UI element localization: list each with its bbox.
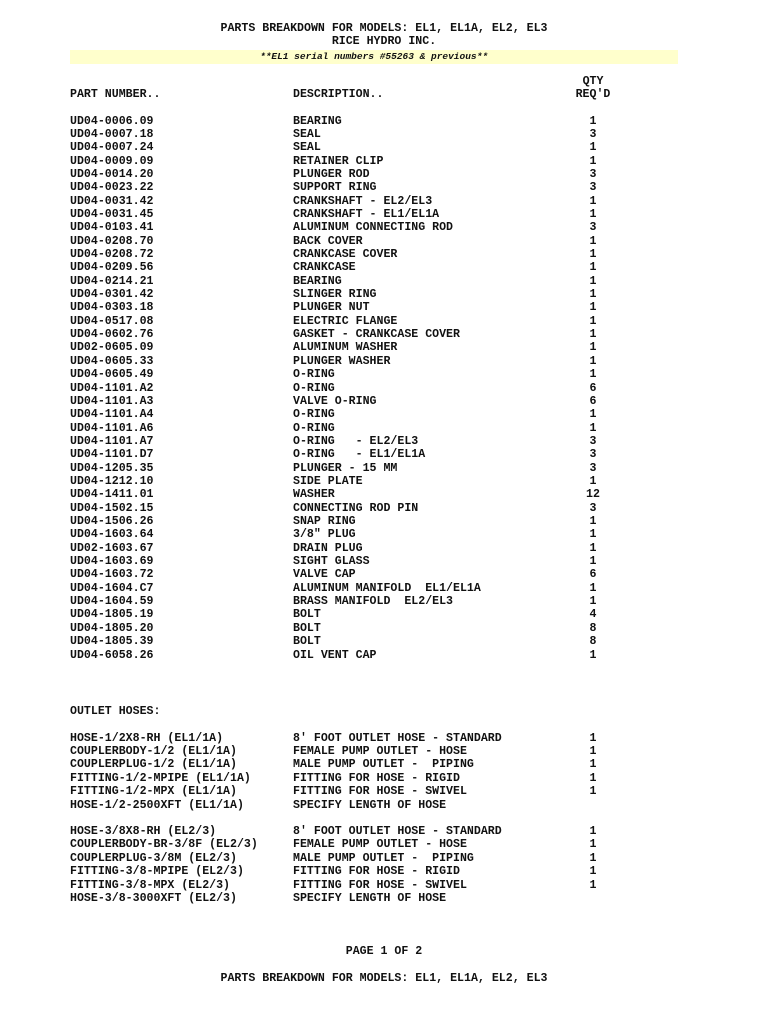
qty-required: 4: [589, 608, 597, 622]
part-number: UD04-1805.39: [70, 635, 154, 649]
qty-required: 1: [589, 515, 597, 528]
part-description: BOLT: [293, 621, 321, 635]
description-header: DESCRIPTION..: [293, 88, 384, 101]
qty-required: 6: [589, 394, 597, 408]
part-number: UD02-1603.67: [70, 541, 154, 555]
part-number: UD04-1805.20: [70, 621, 154, 635]
part-number: FITTING-1/2-MPX (EL1/1A): [70, 785, 237, 799]
part-number: UD04-1101.A4: [70, 408, 154, 422]
part-description: FITTING FOR HOSE - SWIVEL: [293, 785, 467, 799]
page-title: PARTS BREAKDOWN FOR MODELS: EL1, EL1A, EL2, EL3: [220, 22, 548, 35]
part-description: O-RING - EL1/EL1A: [293, 448, 426, 462]
table-row: [0, 155, 768, 168]
table-row: [0, 515, 768, 528]
table-row: [0, 435, 768, 448]
part-number: UD04-1502.15: [70, 501, 154, 515]
part-number: FITTING-3/8-MPX (EL2/3): [70, 878, 231, 892]
part-number: UD04-0303.18: [70, 301, 154, 315]
part-description: PLUNGER WASHER: [293, 354, 391, 368]
qty-required: 1: [589, 771, 597, 785]
part-number: FITTING-3/8-MPIPE (EL2/3): [70, 865, 244, 879]
table-row: [0, 168, 768, 181]
part-description: FITTING FOR HOSE - SWIVEL: [293, 878, 467, 892]
qty-required: 1: [589, 368, 597, 382]
qty-required: 1: [589, 207, 597, 221]
qty-required: 1: [589, 731, 597, 745]
part-number: UD04-1603.69: [70, 555, 154, 569]
part-description: VALVE O-RING: [293, 394, 377, 408]
part-description: SEAL: [293, 141, 321, 155]
qty-required: 3: [589, 181, 597, 195]
qty-required: 1: [589, 785, 597, 799]
qty-required: 1: [589, 141, 597, 155]
part-number: UD04-0031.42: [70, 194, 154, 208]
table-row: [0, 395, 768, 408]
qty-required: 1: [589, 421, 597, 435]
part-number: UD04-0605.33: [70, 354, 154, 368]
part-description: SIGHT GLASS: [293, 555, 370, 569]
table-row: [0, 555, 768, 568]
qty-required: 3: [589, 167, 597, 181]
table-row: [0, 635, 768, 648]
part-number: UD04-0023.22: [70, 181, 154, 195]
qty-required: 1: [589, 288, 597, 302]
qty-required: 1: [589, 408, 597, 422]
part-description: 8' FOOT OUTLET HOSE - STANDARD: [293, 825, 502, 838]
qty-required: 3: [589, 221, 597, 235]
part-number: UD04-1212.10: [70, 474, 154, 488]
part-number: HOSE-3/8-3000XFT (EL2/3): [70, 892, 237, 905]
part-number: UD02-0605.09: [70, 341, 154, 355]
qty-required: 8: [589, 635, 597, 649]
part-number: HOSE-1/2-2500XFT (EL1/1A): [70, 798, 244, 812]
table-row: [0, 181, 768, 194]
table-row: [0, 288, 768, 301]
part-description: O-RING: [293, 368, 335, 382]
part-description: CRANKSHAFT - EL1/EL1A: [293, 207, 440, 221]
qty-required: 1: [589, 541, 597, 555]
qty-required: 1: [589, 328, 597, 342]
part-description: SEAL: [293, 127, 321, 141]
part-description: BOLT: [293, 608, 321, 622]
table-row: [0, 301, 768, 314]
part-number: UD04-0007.24: [70, 141, 154, 155]
part-number: UD04-1603.64: [70, 528, 154, 542]
table-row: [0, 462, 768, 475]
page-number: PAGE 1 OF 2: [345, 945, 423, 958]
table-row: [0, 758, 768, 771]
part-description: VALVE CAP: [293, 568, 356, 582]
qty-header-line1: QTY: [582, 75, 604, 88]
part-number: UD04-1205.35: [70, 461, 154, 475]
part-description: PLUNGER ROD: [293, 167, 370, 181]
part-number: COUPLERPLUG-3/8M (EL2/3): [70, 851, 237, 865]
table-row: [0, 221, 768, 234]
qty-header-line2: REQ'D: [575, 88, 611, 101]
part-number: UD04-0103.41: [70, 221, 154, 235]
part-number: UD04-1101.D7: [70, 448, 154, 462]
part-number: UD04-0031.45: [70, 207, 154, 221]
qty-required: 1: [589, 528, 597, 542]
table-row: [0, 838, 768, 851]
part-description: WASHER: [293, 488, 335, 502]
part-number: UD04-0009.09: [70, 154, 154, 168]
part-description: PLUNGER NUT: [293, 301, 370, 315]
table-row: [0, 248, 768, 261]
part-description: BEARING: [293, 274, 342, 288]
part-description: O-RING: [293, 381, 335, 395]
qty-required: 6: [589, 381, 597, 395]
qty-required: 1: [589, 865, 597, 879]
part-description: O-RING - EL2/EL3: [293, 434, 419, 448]
part-description: CRANKCASE: [293, 261, 356, 275]
part-description: CONNECTING ROD PIN: [293, 501, 419, 515]
outlet-hoses-heading: OUTLET HOSES:: [70, 705, 161, 718]
table-row: [0, 542, 768, 555]
part-number: COUPLERBODY-1/2 (EL1/1A): [70, 744, 237, 758]
qty-required: 3: [589, 127, 597, 141]
part-description: ALUMINUM WASHER: [293, 341, 398, 355]
qty-required: 1: [589, 581, 597, 595]
part-number: UD04-0517.08: [70, 314, 154, 328]
qty-required: 12: [586, 488, 600, 502]
table-row: [0, 502, 768, 515]
part-description: BRASS MANIFOLD EL2/EL3: [293, 595, 454, 609]
table-row: [0, 568, 768, 581]
part-description: OIL VENT CAP: [293, 648, 377, 662]
part-number: UD04-0208.72: [70, 248, 154, 261]
part-description: BEARING: [293, 114, 342, 128]
table-row: [0, 141, 768, 154]
part-description: SLINGER RING: [293, 288, 377, 302]
table-row: [0, 328, 768, 341]
part-number: UD04-6058.26: [70, 648, 154, 662]
table-row: [0, 422, 768, 435]
part-description: ALUMINUM MANIFOLD EL1/EL1A: [293, 581, 481, 595]
qty-required: 1: [589, 474, 597, 488]
part-description: SNAP RING: [293, 515, 356, 528]
part-description: O-RING: [293, 408, 335, 422]
part-number: UD04-1101.A3: [70, 394, 154, 408]
table-row: [0, 622, 768, 635]
table-row: [0, 208, 768, 221]
qty-required: 1: [589, 301, 597, 315]
part-description: 3/8" PLUG: [293, 528, 356, 542]
table-row: [0, 115, 768, 128]
part-number: HOSE-1/2X8-RH (EL1/1A): [70, 731, 224, 745]
table-row: [0, 355, 768, 368]
part-number: UD04-1101.A6: [70, 421, 154, 435]
part-description: ELECTRIC FLANGE: [293, 314, 398, 328]
table-row: [0, 275, 768, 288]
qty-required: 1: [589, 114, 597, 128]
table-row: [0, 745, 768, 758]
part-number: UD04-0602.76: [70, 328, 154, 342]
table-row: [0, 195, 768, 208]
part-description: RETAINER CLIP: [293, 154, 384, 168]
table-row: [0, 879, 768, 892]
table-row: [0, 732, 768, 745]
part-description: GASKET - CRANKCASE COVER: [293, 328, 460, 342]
qty-required: 1: [589, 194, 597, 208]
table-row: [0, 382, 768, 395]
table-row: [0, 341, 768, 354]
table-row: [0, 315, 768, 328]
qty-required: 1: [589, 851, 597, 865]
table-row: [0, 128, 768, 141]
qty-required: 1: [589, 838, 597, 852]
part-description: SPECIFY LENGTH OF HOSE: [293, 892, 447, 905]
part-description: SPECIFY LENGTH OF HOSE: [293, 798, 447, 812]
part-number: COUPLERBODY-BR-3/8F (EL2/3): [70, 838, 258, 852]
qty-required: 1: [589, 314, 597, 328]
table-row: [0, 799, 768, 812]
part-description: FITTING FOR HOSE - RIGID: [293, 771, 460, 785]
part-number: UD04-1805.19: [70, 608, 154, 622]
part-description: PLUNGER - 15 MM: [293, 461, 398, 475]
part-description: 8' FOOT OUTLET HOSE - STANDARD: [293, 731, 502, 745]
qty-required: 3: [589, 434, 597, 448]
part-number: UD04-1604.C7: [70, 581, 154, 595]
part-number: UD04-1101.A2: [70, 381, 154, 395]
part-description: SIDE PLATE: [293, 474, 363, 488]
serial-note-banner: **EL1 serial numbers #55263 & previous**: [70, 50, 678, 64]
table-row: [0, 261, 768, 274]
table-row: [0, 475, 768, 488]
part-number: UD04-1603.72: [70, 568, 154, 582]
qty-required: 1: [589, 154, 597, 168]
part-number: COUPLERPLUG-1/2 (EL1/1A): [70, 758, 237, 772]
part-number: FITTING-1/2-MPIPE (EL1/1A): [70, 771, 251, 785]
qty-required: 3: [589, 461, 597, 475]
part-number: HOSE-3/8X8-RH (EL2/3): [70, 825, 217, 838]
qty-required: 1: [589, 744, 597, 758]
table-row: [0, 772, 768, 785]
qty-required: 8: [589, 621, 597, 635]
qty-required: 1: [589, 234, 597, 248]
qty-required: 1: [589, 261, 597, 275]
table-row: [0, 892, 768, 905]
part-description: FITTING FOR HOSE - RIGID: [293, 865, 460, 879]
table-row: [0, 448, 768, 461]
table-row: [0, 235, 768, 248]
qty-required: 1: [589, 878, 597, 892]
company-name: RICE HYDRO INC.: [331, 35, 437, 48]
part-description: FEMALE PUMP OUTLET - HOSE: [293, 744, 467, 758]
part-description: CRANKSHAFT - EL2/EL3: [293, 194, 433, 208]
part-description: MALE PUMP OUTLET - PIPING: [293, 851, 474, 865]
qty-required: 1: [589, 595, 597, 609]
table-row: [0, 865, 768, 878]
qty-required: 1: [589, 555, 597, 569]
part-number: UD04-1604.59: [70, 595, 154, 609]
part-number-header: PART NUMBER..: [70, 88, 161, 101]
part-description: CRANKCASE COVER: [293, 248, 398, 261]
part-description: SUPPORT RING: [293, 181, 377, 195]
qty-required: 1: [589, 354, 597, 368]
qty-required: 1: [589, 248, 597, 261]
part-number: UD04-0301.42: [70, 288, 154, 302]
table-row: [0, 649, 768, 662]
table-row: [0, 608, 768, 621]
table-row: [0, 528, 768, 541]
part-number: UD04-1101.A7: [70, 434, 154, 448]
part-number: UD04-0214.21: [70, 274, 154, 288]
part-description: BOLT: [293, 635, 321, 649]
part-number: UD04-0208.70: [70, 234, 154, 248]
table-row: [0, 825, 768, 838]
qty-required: 1: [589, 758, 597, 772]
part-number: UD04-0209.56: [70, 261, 154, 275]
table-row: [0, 488, 768, 501]
part-description: DRAIN PLUG: [293, 541, 363, 555]
qty-required: 1: [589, 341, 597, 355]
part-number: UD04-0605.49: [70, 368, 154, 382]
part-number: UD04-1506.26: [70, 515, 154, 528]
part-description: ALUMINUM CONNECTING ROD: [293, 221, 454, 235]
part-number: UD04-0007.18: [70, 127, 154, 141]
qty-required: 1: [589, 648, 597, 662]
part-description: O-RING: [293, 421, 335, 435]
table-row: [0, 785, 768, 798]
footer-title: PARTS BREAKDOWN FOR MODELS: EL1, EL1A, EL2, EL3: [220, 972, 548, 985]
part-description: FEMALE PUMP OUTLET - HOSE: [293, 838, 467, 852]
part-number: UD04-0014.20: [70, 167, 154, 181]
table-row: [0, 582, 768, 595]
part-description: BACK COVER: [293, 234, 363, 248]
table-row: [0, 595, 768, 608]
qty-required: 1: [589, 825, 597, 838]
table-row: [0, 368, 768, 381]
qty-required: 3: [589, 448, 597, 462]
part-description: MALE PUMP OUTLET - PIPING: [293, 758, 474, 772]
part-number: UD04-0006.09: [70, 114, 154, 128]
qty-required: 6: [589, 568, 597, 582]
part-number: UD04-1411.01: [70, 488, 154, 502]
table-row: [0, 852, 768, 865]
qty-required: 3: [589, 501, 597, 515]
table-row: [0, 408, 768, 421]
qty-required: 1: [589, 274, 597, 288]
